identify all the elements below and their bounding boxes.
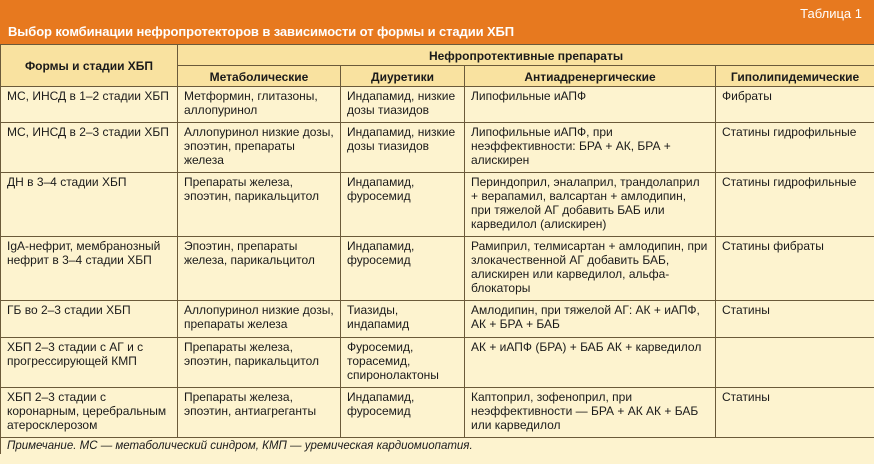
header-form-stage: Формы и стадии ХБП bbox=[1, 45, 178, 87]
cell-form: IgA-нефрит, мембранозный нефрит в 3–4 стадии ХБП bbox=[1, 237, 178, 301]
cell-lipid: Статины bbox=[716, 301, 874, 338]
table-row bbox=[1, 237, 874, 301]
title-bar bbox=[0, 0, 874, 44]
cell-form: МС, ИНСД в 2–3 стадии ХБП bbox=[1, 123, 178, 173]
cell-metabolic: Метформин, глитазоны, аллопуринол bbox=[178, 87, 341, 123]
table-row bbox=[1, 123, 874, 173]
cell-diuretics: Индапамид, фуросемид bbox=[341, 388, 465, 438]
cell-metabolic: Препараты железа, эпоэтин, антиагреганты bbox=[178, 388, 341, 438]
table-row bbox=[1, 388, 874, 438]
cell-lipid: Статины bbox=[716, 388, 874, 438]
table-number: Таблица 1 bbox=[800, 6, 862, 21]
cell-antiadrenergic: Периндоприл, эналаприл, трандолаприл + верапамил, валсартан + амлодипин, при тяжелой АГ добавить БАБ или карведилол (алискирен) bbox=[465, 173, 716, 237]
cell-form: ДН в 3–4 стадии ХБП bbox=[1, 173, 178, 237]
table-row bbox=[1, 301, 874, 338]
table-row bbox=[1, 173, 874, 237]
cell-antiadrenergic: АК + иАПФ (БРА) + БАБ АК + карведилол bbox=[465, 338, 716, 388]
table-note-row bbox=[1, 438, 874, 455]
header-drugs-group: Нефропротективные препараты bbox=[178, 45, 874, 66]
cell-diuretics: Индапамид, фуросемид bbox=[341, 173, 465, 237]
cell-diuretics: Индапамид, низкие дозы тиазидов bbox=[341, 123, 465, 173]
cell-antiadrenergic: Рамиприл, телмисартан + амлодипин, при злокачественной АГ добавить БАБ, алискирен или карведилол, альфа-блокаторы bbox=[465, 237, 716, 301]
header-metabolic: Метаболические bbox=[178, 66, 341, 87]
table-title: Выбор комбинации нефропротекторов в зависимости от формы и стадии ХБП bbox=[8, 24, 515, 39]
cell-lipid bbox=[716, 338, 874, 388]
header-diuretics: Диуретики bbox=[341, 66, 465, 87]
cell-lipid: Статины фибраты bbox=[716, 237, 874, 301]
cell-metabolic: Препараты железа, эпоэтин, парикальцитол bbox=[178, 173, 341, 237]
table-row bbox=[1, 87, 874, 123]
cell-metabolic: Аллопуринол низкие дозы, препараты железа bbox=[178, 301, 341, 338]
cell-antiadrenergic: Амлодипин, при тяжелой АГ: АК + иАПФ, АК + БРА + БАБ bbox=[465, 301, 716, 338]
cell-metabolic: Аллопуринол низкие дозы, эпоэтин, препараты железа bbox=[178, 123, 341, 173]
cell-lipid: Статины гидрофильные bbox=[716, 173, 874, 237]
cell-antiadrenergic: Липофильные иАПФ bbox=[465, 87, 716, 123]
cell-form: МС, ИНСД в 1–2 стадии ХБП bbox=[1, 87, 178, 123]
cell-metabolic: Эпоэтин, препараты железа, парикальцитол bbox=[178, 237, 341, 301]
table-row bbox=[1, 338, 874, 388]
table-note: Примечание. МС — метаболический синдром, КМП — уремическая кардиомиопатия. bbox=[1, 438, 874, 455]
cell-metabolic: Препараты железа, эпоэтин, парикальцитол bbox=[178, 338, 341, 388]
cell-diuretics: Индапамид, низкие дозы тиазидов bbox=[341, 87, 465, 123]
cell-antiadrenergic: Каптоприл, зофеноприл, при неэффективности — БРА + АК АК + БАБ или карведилол bbox=[465, 388, 716, 438]
cell-diuretics: Тиазиды, индапамид bbox=[341, 301, 465, 338]
header-antiadrenergic: Антиадренергические bbox=[465, 66, 716, 87]
cell-diuretics: Фуросемид, торасемид, спиронолактоны bbox=[341, 338, 465, 388]
cell-lipid: Статины гидрофильные bbox=[716, 123, 874, 173]
cell-form: ХБП 2–3 стадии с коронарным, церебральным атеросклерозом bbox=[1, 388, 178, 438]
cell-form: ХБП 2–3 стадии с АГ и с прогрессирующей КМП bbox=[1, 338, 178, 388]
cell-form: ГБ во 2–3 стадии ХБП bbox=[1, 301, 178, 338]
cell-antiadrenergic: Липофильные иАПФ, при неэффективности: БРА + АК, БРА + алискирен bbox=[465, 123, 716, 173]
data-table bbox=[0, 44, 874, 454]
header-lipid-lowering: Гиполипидемические bbox=[716, 66, 874, 87]
cell-lipid: Фибраты bbox=[716, 87, 874, 123]
cell-diuretics: Индапамид, фуросемид bbox=[341, 237, 465, 301]
